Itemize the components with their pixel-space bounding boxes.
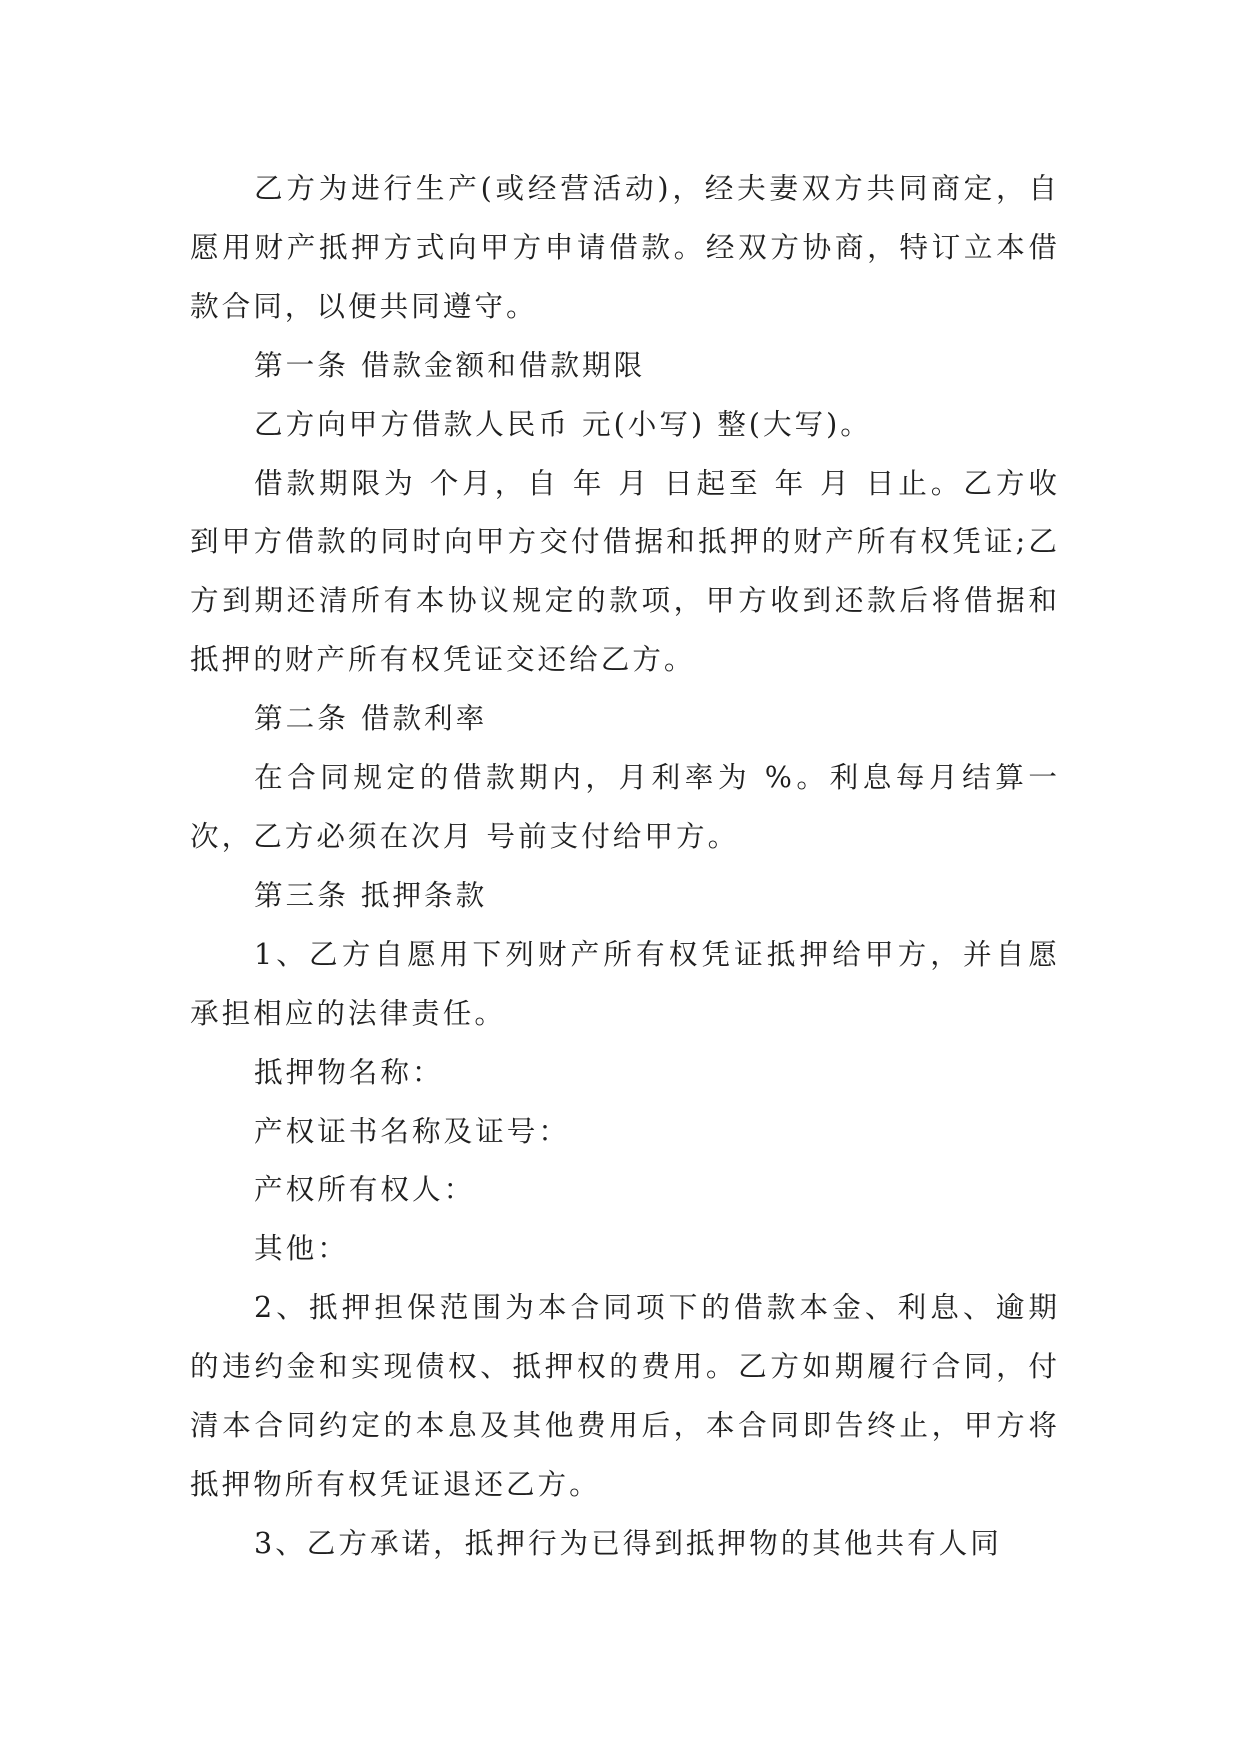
field-property-owner: 产权所有权人： xyxy=(254,1172,476,1207)
paragraph-loan-term: 借款期限为 个月，自 年 月 日起至 年 月 日止。乙方收到甲方借款的同时向甲方交付借据和抵押的财产所有权凭证;乙方到期还清所有本协议规定的款项，甲方收到还款后将借据和抵押的财产所有权凭证交还给乙方。 xyxy=(190,465,1060,677)
paragraph-interest-rate: 在合同规定的借款期内，月利率为 %。利息每月结算一次，乙方必须在次月 号前支付给甲方。 xyxy=(190,760,1060,853)
heading-article-1: 第一条 借款金额和借款期限 xyxy=(254,347,646,382)
heading-article-2: 第二条 借款利率 xyxy=(254,701,488,736)
heading-article-3: 第三条 抵押条款 xyxy=(254,877,488,912)
field-certificate-number: 产权证书名称及证号： xyxy=(254,1113,570,1148)
paragraph-mortgage-clause-3: 3、乙方承诺，抵押行为已得到抵押物的其他共有人同 xyxy=(254,1525,1002,1560)
field-other: 其他： xyxy=(254,1231,349,1266)
paragraph-mortgage-clause-1: 1、乙方自愿用下列财产所有权凭证抵押给甲方，并自愿承担相应的法律责任。 xyxy=(190,936,1060,1030)
document-page xyxy=(190,159,1060,1573)
paragraph-intro: 乙方为进行生产(或经营活动)，经夫妻双方共同商定，自愿用财产抵押方式向甲方申请借款。经双方协商，特订立本借款合同，以便共同遵守。 xyxy=(190,171,1060,323)
field-collateral-name: 抵押物名称： xyxy=(254,1054,444,1089)
paragraph-mortgage-clause-2: 2、抵押担保范围为本合同项下的借款本金、利息、逾期的违约金和实现债权、抵押权的费用。乙方如期履行合同，付清本合同约定的本息及其他费用后，本合同即告终止，甲方将抵押物所有权凭证退还乙方。 xyxy=(190,1290,1060,1501)
paragraph-loan-amount: 乙方向甲方借款人民币 元(小写) 整(大写)。 xyxy=(254,406,872,441)
